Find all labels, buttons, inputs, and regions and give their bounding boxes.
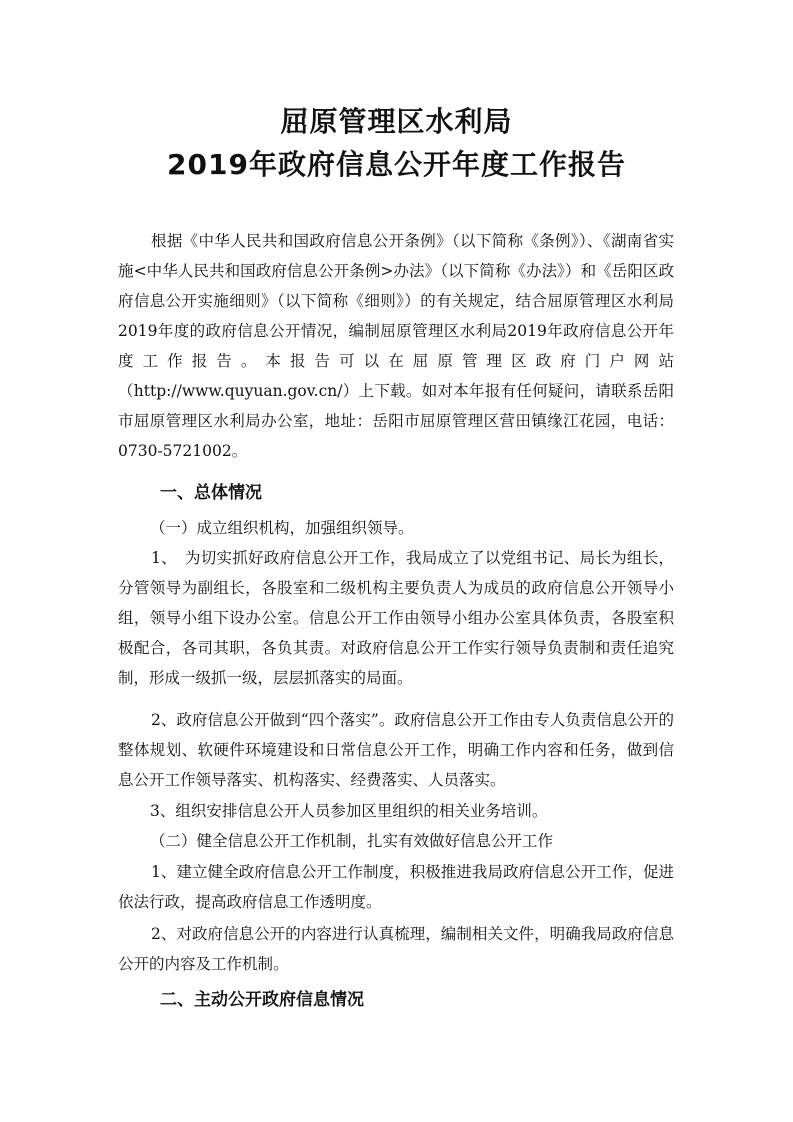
- section-heading-overview: 一、总体情况: [160, 483, 262, 503]
- intro-paragraph: 根据《中华人民共和国政府信息公开条例》（以下简称《条例》）、《湖南省实施<中华人民共和国政府信息公开条例>办法》（以下简称《办法》）和《岳阳区政府信息公开实施细则》（以下简称《细则》）的有关规定，结合屈原管理区水利局2019年度的政府信息公开情况，编制屈原管理区水利局2019年政府信息公开年度工作报告。本报告可以在屈原管理区政府门户网站（http://www.quyuan.gov.cn/）上下载。如对本年报有任何疑问，请联系岳阳市屈原管理区水利局办公室，地址：岳阳市屈原管理区营田镇缘江花园，电话：0730-5721002。: [118, 232, 674, 460]
- document-title-line1: 屈原管理区水利局: [280, 105, 513, 138]
- paragraph-four-implementations: 2、政府信息公开做到“四个落实”。政府信息公开工作由专人负责信息公开的整体规划、软硬件环境建设和日常信息公开工作，明确工作内容和任务，做到信息公开工作领导落实、机构落实、经费落实、人员落实。: [118, 711, 674, 789]
- section-heading-active-disclosure: 二、主动公开政府信息情况: [160, 990, 364, 1010]
- paragraph-training: 3、组织安排信息公开人员参加区里组织的相关业务培训。: [150, 802, 548, 820]
- subsection-heading-mechanism: （二）健全信息公开工作机制，扎实有效做好信息公开工作: [150, 832, 554, 850]
- paragraph-leadership-group: 1、 为切实抓好政府信息公开工作，我局成立了以党组书记、局长为组长，分管领导为副组长，各股室和二级机构主要负责人为成员的政府信息公开领导小组，领导小组下设办公室。信息公开工作由领导小组办公室具体负责，各股室积极配合，各司其职，各负其责。对政府信息公开工作实行领导负责制和责任追究制，形成一级抓一级，层层抓落实的局面。: [118, 549, 674, 687]
- paragraph-system-building: 1、建立健全政府信息公开工作制度，积极推进我局政府信息公开工作，促进依法行政，提高政府信息工作透明度。: [118, 863, 674, 911]
- subsection-heading-organization: （一）成立组织机构，加强组织领导。: [150, 519, 414, 537]
- document-title-line2: 2019年政府信息公开年度工作报告: [167, 148, 626, 181]
- paragraph-content-review: 2、对政府信息公开的内容进行认真梳理，编制相关文件，明确我局政府信息公开的内容及工作机制。: [118, 925, 674, 973]
